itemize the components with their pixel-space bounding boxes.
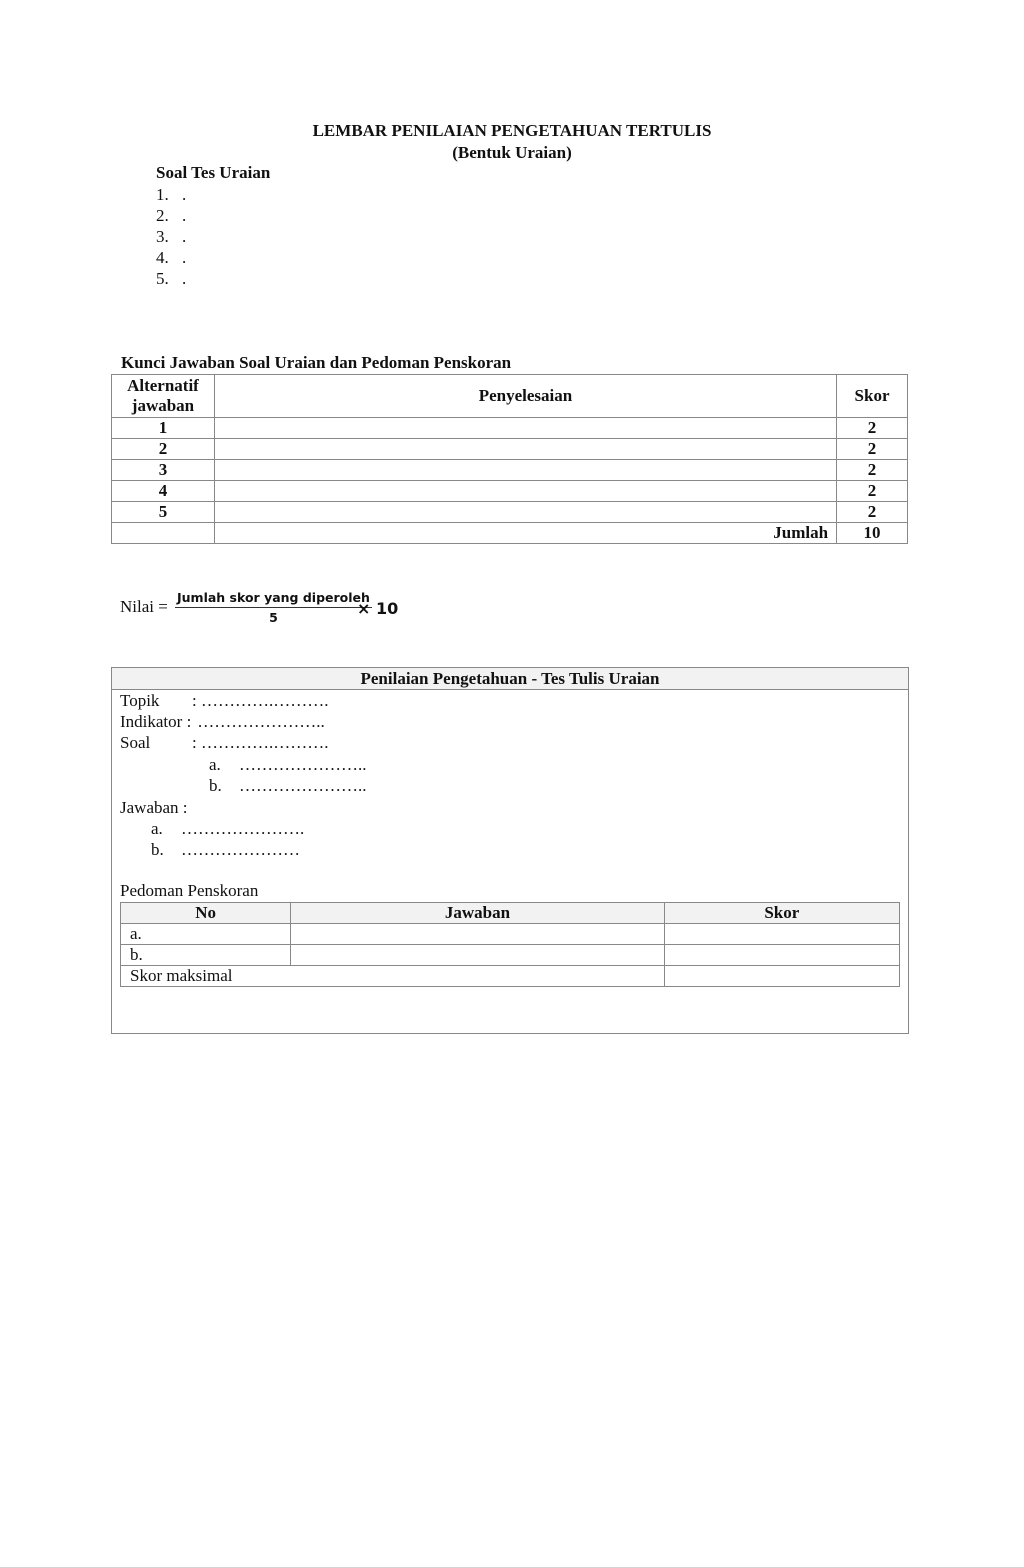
penyelesaian-cell [214, 481, 836, 502]
soal-item-number: 3. [156, 227, 169, 246]
nilai-multiplier: × 10 [357, 599, 399, 618]
col-alternatif-jawaban: Alternatif jawaban [112, 375, 215, 418]
alt-cell: 5 [112, 502, 215, 523]
soal-item-text: . [182, 185, 187, 204]
col-skor: Skor [664, 903, 899, 924]
sub-item-text: …………………. [181, 819, 305, 838]
pedoman-header-row [121, 903, 900, 924]
topik-value: : ………….………. [192, 691, 329, 710]
topik-field [120, 690, 328, 711]
table-row [112, 418, 908, 439]
sub-item-marker: b. [209, 776, 222, 795]
pedoman-table [120, 902, 900, 987]
nilai-label: Nilai = [120, 597, 168, 616]
soal-field [120, 732, 328, 753]
indikator-label: Indikator : [120, 712, 192, 731]
table-row [112, 481, 908, 502]
indikator-value: ………………….. [197, 712, 325, 731]
kunci-table [111, 374, 908, 544]
soal-item-text: . [182, 227, 187, 246]
soal-label: Soal [120, 733, 151, 752]
soal-item-text: . [182, 248, 187, 267]
skor-cell [664, 945, 899, 966]
total-row [112, 523, 908, 544]
soal-item [156, 184, 186, 205]
total-value: 10 [837, 523, 908, 544]
table-row [112, 460, 908, 481]
col-penyelesaian: Penyelesaian [214, 375, 836, 418]
table-row [112, 439, 908, 460]
alt-cell: 2 [112, 439, 215, 460]
jawaban-cell [291, 945, 664, 966]
alt-cell: 3 [112, 460, 215, 481]
skor-cell: 2 [837, 502, 908, 523]
empty-cell [112, 523, 215, 544]
kunci-heading: Kunci Jawaban Soal Uraian dan Pedoman Penskoran [121, 353, 512, 372]
soal-value: : ………….………. [192, 733, 329, 752]
skor-maksimal-row [121, 966, 900, 987]
alt-cell: 4 [112, 481, 215, 502]
soal-item-number: 4. [156, 248, 169, 267]
topik-label: Topik [120, 691, 160, 710]
alt-cell: 1 [112, 418, 215, 439]
jawaban-sub-item [151, 839, 300, 860]
soal-list [156, 184, 186, 289]
skor-maksimal-value [664, 966, 899, 987]
nilai-fraction [175, 590, 372, 625]
jawaban-label: Jawaban : [120, 798, 188, 817]
col-no: No [121, 903, 291, 924]
indikator-field [120, 711, 325, 732]
penyelesaian-cell [214, 418, 836, 439]
kunci-header-row [112, 375, 908, 418]
total-label: Jumlah [214, 523, 836, 544]
soal-heading: Soal Tes Uraian [156, 163, 271, 182]
sub-item-marker: b. [151, 840, 164, 859]
jawaban-sub-item [151, 818, 304, 839]
jawaban-cell [291, 924, 664, 945]
penyelesaian-cell [214, 460, 836, 481]
soal-sub-item [209, 775, 367, 796]
penyelesaian-cell [214, 439, 836, 460]
assessment-panel [111, 667, 909, 1034]
soal-item-text: . [182, 269, 187, 288]
soal-item-number: 5. [156, 269, 169, 288]
sub-item-text: ………………… [181, 840, 300, 859]
skor-cell: 2 [837, 460, 908, 481]
table-row [112, 502, 908, 523]
skor-maksimal-label: Skor maksimal [121, 966, 665, 987]
no-cell: a. [121, 924, 291, 945]
col-skor: Skor [837, 375, 908, 418]
soal-item [156, 226, 186, 247]
skor-cell [664, 924, 899, 945]
document-title: LEMBAR PENILAIAN PENGETAHUAN TERTULIS [312, 121, 712, 140]
soal-item-text: . [182, 206, 187, 225]
soal-item [156, 205, 186, 226]
no-cell: b. [121, 945, 291, 966]
skor-cell: 2 [837, 439, 908, 460]
fraction-denominator: 5 [269, 610, 278, 625]
sub-item-marker: a. [151, 819, 163, 838]
sub-item-marker: a. [209, 755, 221, 774]
soal-item-number: 2. [156, 206, 169, 225]
soal-item [156, 268, 186, 289]
col-jawaban: Jawaban [291, 903, 664, 924]
sub-item-text: ………………….. [239, 776, 367, 795]
skor-cell: 2 [837, 481, 908, 502]
skor-cell: 2 [837, 418, 908, 439]
soal-item [156, 247, 186, 268]
panel-title: Penilaian Pengetahuan - Tes Tulis Uraian [112, 668, 908, 690]
soal-sub-item [209, 754, 367, 775]
document-subtitle: (Bentuk Uraian) [452, 143, 572, 162]
sub-item-text: ………………….. [239, 755, 367, 774]
table-row [121, 924, 900, 945]
pedoman-label: Pedoman Penskoran [120, 881, 259, 900]
table-row [121, 945, 900, 966]
soal-item-number: 1. [156, 185, 169, 204]
penyelesaian-cell [214, 502, 836, 523]
fraction-numerator: Jumlah skor yang diperoleh [175, 590, 372, 608]
